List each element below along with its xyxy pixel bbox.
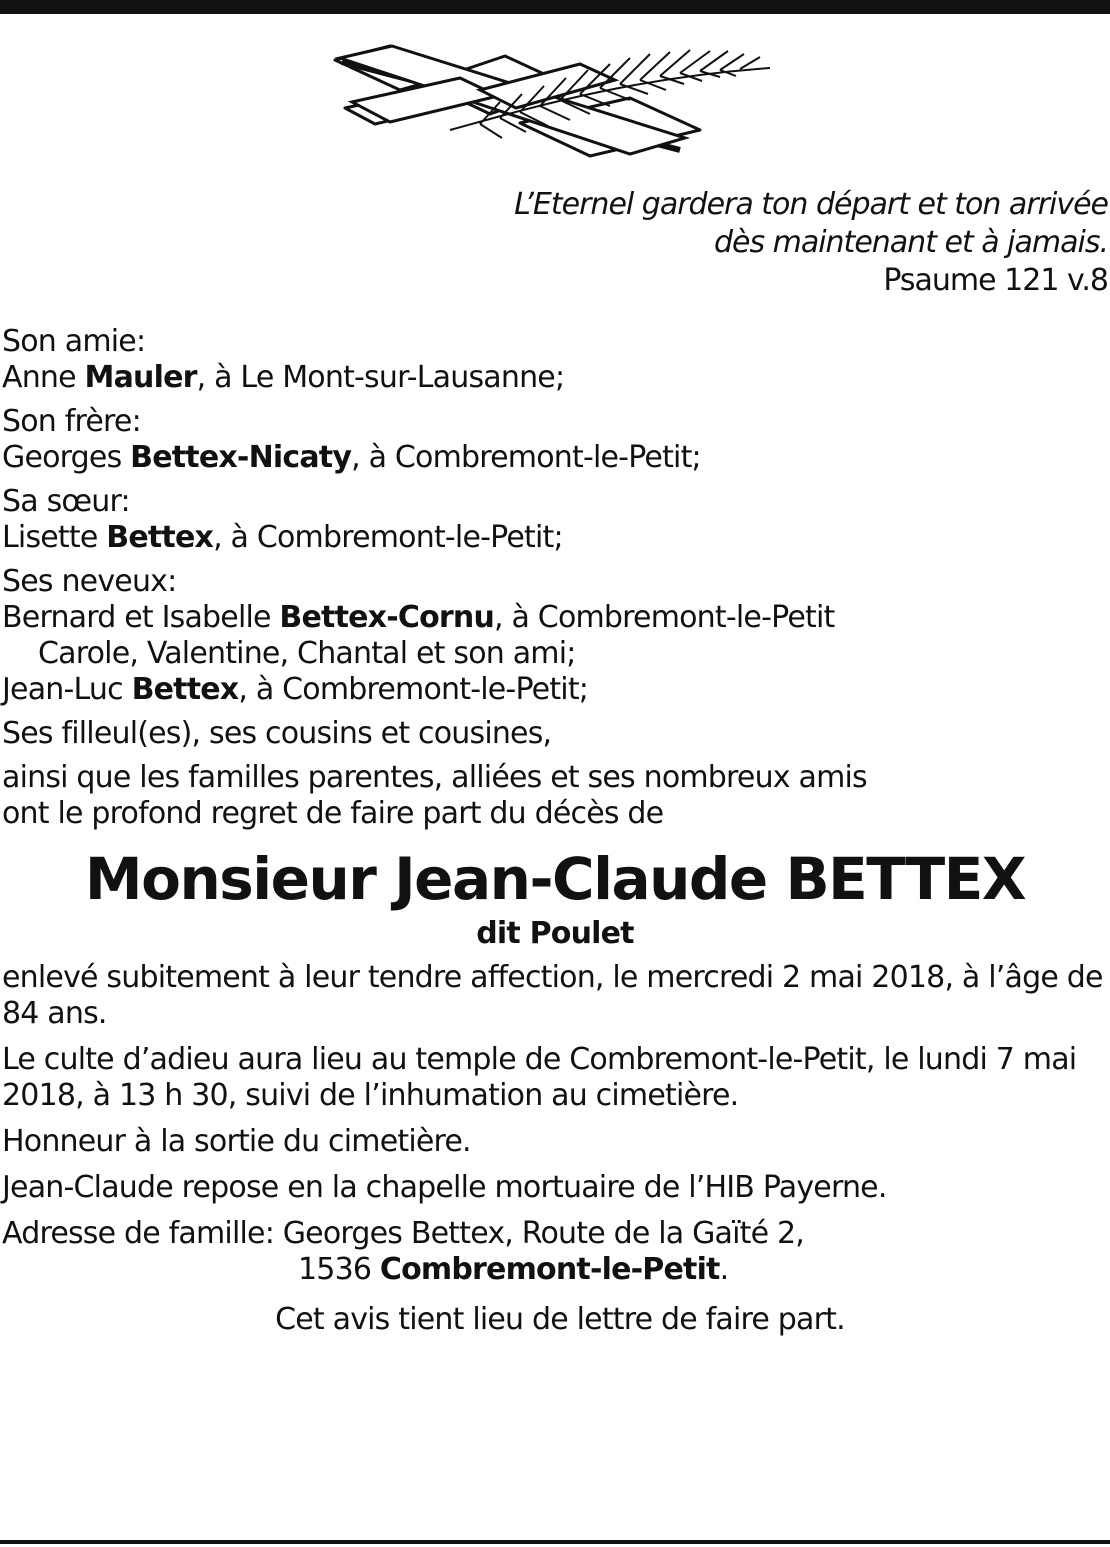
- cross-and-palm-icon: [330, 38, 780, 160]
- quote-reference: Psaume 121 v.8: [883, 263, 1108, 298]
- godchildren-line: Ses filleul(es), ses cousins et cousines,: [2, 716, 552, 751]
- family-address: [2, 1216, 1108, 1288]
- family-member: Georges Bettex-Nicaty, à Combremont-le-Petit;: [2, 440, 701, 475]
- nickname: dit Poulet: [476, 916, 634, 951]
- detail-paragraph: enlevé subitement à leur tendre affection, le mercredi 2 mai 2018, à l’âge de 84 ans.: [2, 960, 1103, 1031]
- detail-paragraph: Le culte d’adieu aura lieu au temple de Combremont-le-Petit, le lundi 7 mai 2018, à 13 h 30, suivi de l’inhumation au cimetière.: [2, 1042, 1077, 1113]
- family-member: Bernard et Isabelle Bettex-Cornu, à Combremont-le-Petit: [2, 600, 835, 635]
- announcement-line-2: ont le profond regret de faire part du décès de: [2, 796, 664, 831]
- obituary-body: [2, 324, 1108, 1338]
- family-member: Anne Mauler, à Le Mont-sur-Lausanne;: [2, 360, 565, 395]
- announcement-line-1: ainsi que les familles parentes, alliées et ses nombreux amis: [2, 760, 867, 795]
- family-group-sister: [2, 484, 1108, 556]
- top-rule: [0, 0, 1110, 14]
- family-role: Ses neveux:: [2, 564, 177, 599]
- address-line-2: 1536 Combremont-le-Petit.: [298, 1252, 729, 1287]
- detail-paragraph: Jean-Claude repose en la chapelle mortuaire de l’HIB Payerne.: [2, 1170, 887, 1205]
- detail-paragraph: Honneur à la sortie du cimetière.: [2, 1124, 471, 1159]
- family-group-nephews: [2, 564, 1108, 708]
- family-group-brother: [2, 404, 1108, 476]
- quote-line-2: dès maintenant et à jamais.: [713, 225, 1108, 260]
- bottom-rule: [0, 1540, 1110, 1544]
- family-role: Son frère:: [2, 404, 141, 439]
- address-line-1: Adresse de famille: Georges Bettex, Route de la Gaïté 2,: [2, 1216, 805, 1251]
- family-member: Jean-Luc Bettex, à Combremont-le-Petit;: [2, 672, 589, 707]
- family-role: Son amie:: [2, 324, 146, 359]
- family-member: Lisette Bettex, à Combremont-le-Petit;: [2, 520, 563, 555]
- scripture-quote: [514, 186, 1108, 300]
- quote-line-1: L’Eternel gardera ton départ et ton arrivée: [514, 187, 1108, 222]
- family-group-friend: [2, 324, 1108, 396]
- announcement: [2, 760, 1108, 832]
- family-member-children: Carole, Valentine, Chantal et son ami;: [38, 636, 576, 671]
- closing-note: Cet avis tient lieu de lettre de faire part.: [275, 1302, 845, 1337]
- family-role: Sa sœur:: [2, 484, 130, 519]
- deceased-name: Monsieur Jean-Claude BETTEX: [84, 845, 1026, 913]
